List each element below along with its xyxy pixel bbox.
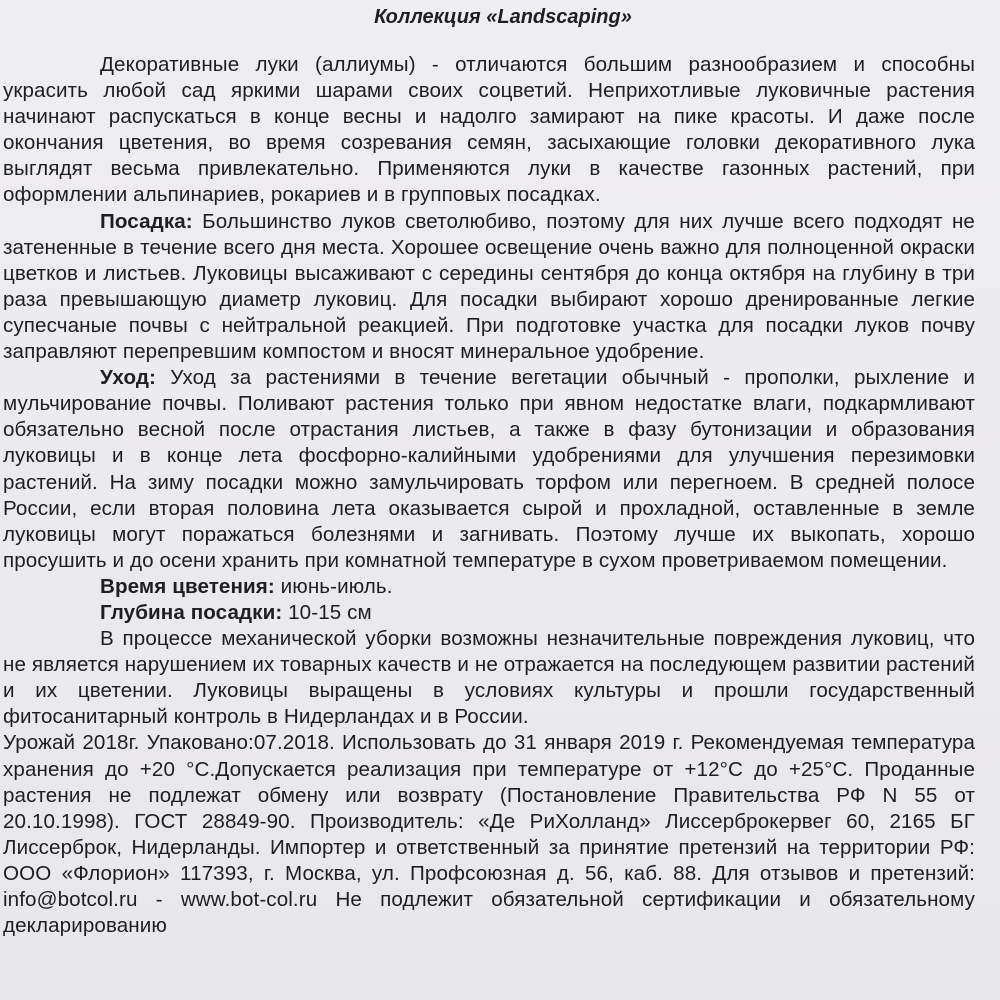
bloom-time-label: Время цветения:: [100, 574, 275, 598]
damage-note-paragraph: В процессе механической уборки возможны незначительные повреждения луковиц, что не является нарушением их товарных качеств и не отражается на последующем развитии растений и их цветении. Луковицы выращены в условиях культуры и прошли государственный фитосанитарный контроль в Нидерландах и в России.: [3, 627, 975, 729]
planting-label: Посадка:: [100, 209, 193, 233]
legal-footer: Урожай 2018г. Упаковано:07.2018. Использовать до 31 января 2019 г. Рекомендуемая температура хранения до +20 °С.Допускается реализация при температуре от +12°С до +25°С. Проданные растения не подлежат обмену или возврату (Постановление Правительства РФ N 55 от 20.10.1998). ГОСТ 28849-90. Производитель: «Де РиХолланд» Лиссерброкервег 60, 2165 БГ Лиссерброк, Нидерланды. Импортер и ответственный за принятие претензий на территории РФ: ООО «Флорион» 117393, г. Москва, ул. Профсоюзная д. 56, каб. 88. Для отзывов и претензий: info@botcol.ru - www.bot-col.ru Не подлежит обязательной сертификации и обязательному декларированию: [3, 731, 975, 938]
planting-depth-label: Глубина посадки:: [100, 600, 283, 624]
bloom-time-line: [3, 574, 975, 600]
care-text: Уход за растениями в течение вегетации обычный - прополки, рыхление и мульчирование почвы. Поливают растения только при явном недостатке влаги, подкармливают обязательно весной после отрастания листьев, а также в фазу бутонизации и образования луковицы и в конце лета фосфорно-калийными удобрениями для улучшения перезимовки растений. На зиму посадки можно замульчировать торфом или перегноем. В средней полосе России, если вторая половина лета оказывается сырой и прохладной, оставленные в земле луковицы могут поражаться болезнями и загнивать. Поэтому лучше их выкопать, хорошо просушить и до осени хранить при комнатной температуре в сухом проветриваемом помещении.: [3, 366, 975, 572]
planting-paragraph: [3, 209, 975, 366]
bloom-time-value: июнь-июль.: [274, 574, 393, 598]
care-paragraph: [3, 365, 975, 574]
planting-depth-line: [3, 600, 975, 626]
description-body: [3, 52, 975, 939]
collection-title: Коллекция «Landscaping»: [374, 6, 632, 28]
intro-paragraph: Декоративные луки (аллиумы) - отличаются большим разнообразием и способны украсить любой сад яркими шарами своих соцветий. Неприхотливые луковичные растения начинают распускаться в конце весны и надолго замирают на пике красоты. И даже после окончания цветения, во время созревания семян, засыхающие головки декоративного лука выглядят весьма привлекательно. Применяются луки в качестве газонных растений, при оформлении альпинариев, рокариев и в групповых посадках.: [3, 53, 975, 207]
planting-text: Большинство луков светолюбиво, поэтому для них лучше всего подходят не затененные в течение всего дня места. Хорошее освещение очень важно для полноценной окраски цветков и листьев. Луковицы высаживают с середины сентября до конца октября на глубину в три раза превышающую диаметр луковиц. Для посадки выбирают хорошо дренированные легкие супесчаные почвы с нейтральной реакцией. При подготовке участка для посадки луков почву заправляют перепревшим компостом и вносят минеральное удобрение.: [3, 209, 975, 364]
care-label: Уход:: [100, 366, 156, 390]
planting-depth-value: 10-15 см: [282, 600, 372, 624]
